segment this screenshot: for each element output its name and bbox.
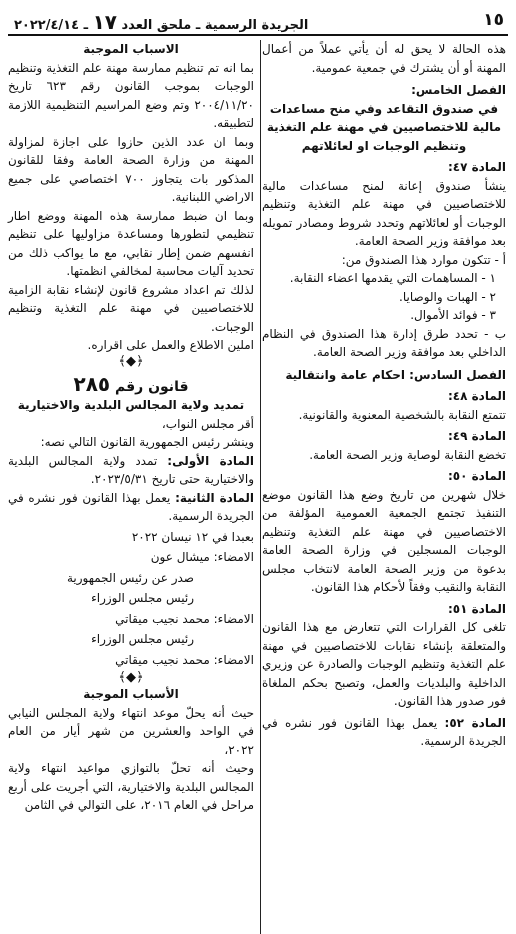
- law-article-1-text: تمدد ولاية المجالس البلدية والاختيارية حتى تاريخ ٢٠٢٣/٥/٣١.: [8, 453, 254, 486]
- reasons-paragraph-2: وبما ان عدد الذين حازوا على اجازة لمزاولة المهنة من وزارة الصحة العامة وفقا للقانون المذكور بات يتجاوز ٧٠٠ اختصاصي على جميع الاراضي اللبنانية.: [8, 134, 254, 204]
- article-47-a: أ - تتكون موارد هذا الصندوق من:: [341, 252, 506, 267]
- signature-pm-1: الامضاء: محمد نجيب ميقاتي: [115, 611, 254, 626]
- article-48-text: تتمتع النقابة بالشخصية المعنوية والقانونية.: [298, 407, 506, 422]
- article-49-label: المادة ٤٩:: [447, 429, 506, 443]
- signature-pm-2: الامضاء: محمد نجيب ميقاتي: [115, 652, 254, 667]
- article-51-text: تلغى كل القرارات التي تتعارض مع هذا القانون والمتعلقة بإنشاء نقابات للاختصاصيين في مهنة علم التغذية وتنظيم الوجبات والصادرة عن وزيري الداخلية والبلديات والعمل، وتصبح بحكم الملغاة فور صدور هذا القانون.: [262, 620, 506, 708]
- article-47-text: ينشأ صندوق إعانة لمنح مساعدات مالية للاختصاصيين في مهنة علم التغذية وتنظيم الوجبات أو لعائلاتهم وتحدد شروط ومصادر تمويله بعد موافقة وزير الصحة العامة.: [262, 178, 506, 248]
- article-48-label: المادة ٤٨:: [447, 389, 506, 403]
- article-47-a3: ٣ - فوائد الأموال.: [410, 308, 496, 322]
- reasons-title-1: الاسباب الموجبة: [83, 42, 179, 56]
- law-heading: [8, 371, 254, 397]
- parliament-line: أقر مجلس النواب،: [161, 416, 254, 431]
- chapter5-title: في صندوق التقاعد وفي منح مساعدات مالية للاختصاصيين في مهنة علم التغذية وتنظيم الوجبات او لعائلاتهم: [266, 101, 502, 153]
- law-article-2-label: المادة الثانية:: [175, 490, 254, 505]
- pm-title-1: رئيس مجلس الوزراء: [91, 591, 194, 605]
- law-article-1-label: المادة الأولى:: [167, 453, 254, 468]
- signature-president: الامضاء: ميشال عون: [150, 550, 254, 564]
- reasons-paragraph-4: لذلك تم اعداد مشروع قانون لإنشاء نقابة الزامية للاختصاصيين في مهنة علم التغذية وتنظيم الوجبات.: [8, 282, 254, 334]
- reasons2-paragraph-1: حيث أنه يحلّ موعد انتهاء ولاية المجلس النيابي في الواحد والعشرين من شهر أيار من العام ٢٠٢٢،: [8, 705, 254, 757]
- article-47-a2: ٢ - الهبات والوصايا.: [399, 289, 496, 304]
- article-47-b: ب - تحدد طرق إدارة هذا الصندوق في النظام الداخلي بعد موافقة وزير الصحة العامة.: [262, 326, 506, 359]
- reasons-title-2: الأسباب الموجبة: [83, 687, 179, 701]
- reasons-paragraph-1: بما انه تم تنظيم ممارسة مهنة علم التغذية وتنظيم الوجبات بموجب القانون رقم ٦٢٣ تاريخ ٢٠٠٤/١١/٢٠ وتم وضع المراسيم التنظيمية اللازمة لتطبيقه.: [8, 60, 254, 130]
- gazette-title: [14, 10, 308, 34]
- law-article-1: [8, 452, 254, 489]
- left-column: [8, 40, 254, 815]
- article-50-text: خلال شهرين من تاريخ وضع هذا القانون موضع التنفيذ تجتمع الجمعية العمومية المؤلفة من الاختصاصيين في مهنة علم التغذية وتنظيم الوجبات المسجلين في وزارة الصحة العامة بدعوة من وزير الصحة العامة لانتخاب مجلس النقابة والنقيب وفقاً لأحكام هذا القانون.: [262, 487, 506, 594]
- chapter5-label: الفصل الخامس:: [411, 83, 506, 97]
- pm-title-2: رئيس مجلس الوزراء: [91, 632, 194, 646]
- president-line: وينشر رئيس الجمهورية القانون التالي نصه:: [40, 435, 254, 449]
- column-divider: [260, 40, 261, 934]
- section-ornament-1: ﴿◆﴾: [118, 353, 144, 369]
- article-52-label: المادة ٥٢:: [444, 715, 506, 730]
- law-label: قانون رقم: [115, 378, 189, 395]
- section-ornament-2: ﴿◆﴾: [118, 670, 144, 685]
- law-article-2-text: يعمل بهذا القانون فور نشره في الجريدة الرسمية.: [8, 490, 254, 523]
- article-47-a1: ١ - المساهمات التي يقدمها اعضاء النقابة.: [289, 271, 496, 285]
- law-number: ٢٨٥: [73, 371, 111, 396]
- reasons-paragraph-5: املين الاطلاع والعمل على اقراره.: [87, 338, 254, 352]
- page-number: ١٥: [483, 10, 504, 30]
- issue-date: ـ ٢٠٢٢/٤/١٤: [14, 18, 89, 33]
- page-header: [8, 8, 508, 36]
- chapter6-heading: [262, 366, 506, 385]
- issued-by-line: صدر عن رئيس الجمهورية: [66, 570, 194, 585]
- chapter6-title: احكام عامة وانتقالية: [285, 367, 405, 382]
- issue-prefix: الجريدة الرسمية ـ ملحق العدد: [121, 18, 309, 33]
- law-article-2: [8, 489, 254, 526]
- reasons-paragraph-3: وبما ان ضبط ممارسة هذه المهنة ووضع اطار تنظيمي لتطورها ومساعدة مزاوليها على تنظيم انفسهم ضمن إطار نقابي، مع ما يواكب ذلك من تحديد آليات محاسبة لمخالفي انظمتها.: [8, 208, 254, 278]
- article-47-label: المادة ٤٧:: [447, 160, 506, 174]
- intro-text: هذه الحالة لا يحق له أن يأتي عملاً من أعمال المهنة أو أن يشترك في جمعية عمومية.: [262, 42, 506, 75]
- article-51-label: المادة ٥١:: [447, 601, 506, 616]
- issue-number: ١٧: [92, 10, 117, 34]
- date-line: بعبدا في ١٢ نيسان ٢٠٢٢: [131, 529, 254, 544]
- right-column: [262, 40, 506, 751]
- law-title: تمديد ولاية المجالس البلدية والاختيارية: [17, 398, 245, 412]
- article-52: [262, 714, 506, 751]
- article-52-text: يعمل بهذا القانون فور نشره في الجريدة الرسمية.: [262, 715, 506, 748]
- chapter6-label: الفصل السادس:: [409, 367, 506, 382]
- article-50-label: المادة ٥٠:: [447, 469, 506, 483]
- reasons2-paragraph-2: وحيث أنه تحلّ بالتوازي مواعيد انتهاء ولاية المجالس البلدية والاختيارية، التي أجريت على أربع مراحل في العام ٢٠١٦، على التوالي في الثامن: [8, 761, 254, 812]
- article-49-text: تخضع النقابة لوصاية وزير الصحة العامة.: [309, 447, 506, 462]
